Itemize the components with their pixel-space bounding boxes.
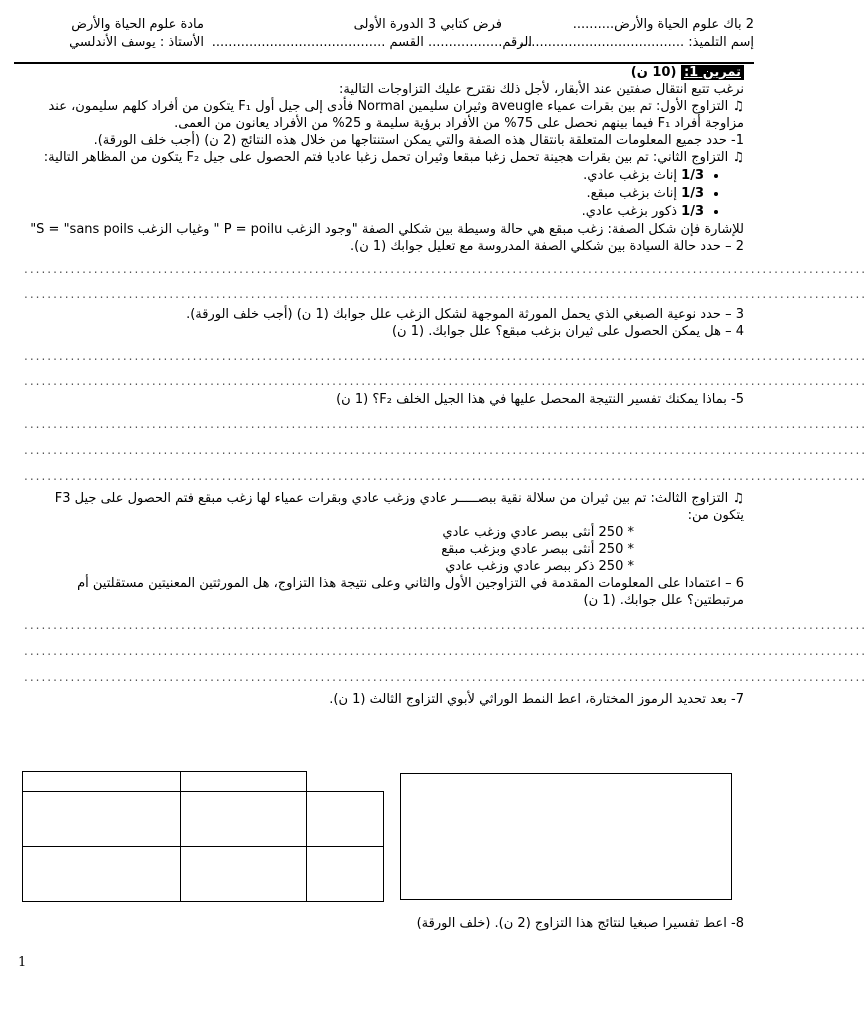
table-cell[interactable] — [23, 772, 181, 792]
header-center — [212, 16, 532, 52]
question-4: 4 – هل يمكن الحصول على ثيران بزغب مبقع؟ علل جوابك. (1 ن) — [391, 324, 744, 339]
header-right — [519, 16, 754, 52]
answer-line[interactable]: ................................................................................................................................................. — [24, 374, 867, 388]
question-7: 7- بعد تحديد الرموز المختارة، اعط النمط الوراثي لأبوي التزاوج الثالث (1 ن). — [329, 692, 744, 707]
intro-text: نرغب تتبع انتقال صفتين عند الأبقار، لأجل ذلك نقترح عليك التزاوجات التالية: — [339, 82, 744, 97]
cross2-text: ♫ التزاوج الثاني: تم بين بقرات هجينة تحمل زغبا مبقعا وثيران تحمل زغبا عاديا فتم الحصول على جيل F₂ يتكون من المظاهر التالية: — [43, 150, 744, 165]
answer-box[interactable] — [400, 773, 732, 900]
list-item: • 1/3 إناث بزغب مبقع. — [24, 185, 704, 202]
f2-results-list — [24, 167, 744, 220]
class-level: 2 باك علوم الحياة والأرض.......... — [572, 17, 754, 32]
exam-title: فرض كتابي 3 الدورة الأولى — [353, 17, 502, 32]
note-text: للإشارة فإن شكل الصفة: زغب مبقع هي حالة وسيطة بين شكلي الصفة "وجود الزغب P = poilu " وغياب الزغب S = "sans poils" — [30, 222, 744, 237]
genotype-table — [22, 771, 384, 902]
number-class-field: الرقم.................. القسم .......................................... — [211, 35, 532, 50]
table-cell[interactable] — [23, 792, 181, 847]
table-cell[interactable] — [181, 772, 307, 792]
answer-line[interactable]: ................................................................................................................................................. — [24, 349, 867, 363]
list-item: * 250 أنثى ببصر عادي وزغب عادي — [442, 525, 634, 540]
exercise-heading — [24, 64, 744, 81]
answer-line[interactable]: ................................................................................................................................................. — [24, 287, 867, 301]
answer-line[interactable]: ................................................................................................................................................. — [24, 618, 867, 632]
exam-body — [24, 64, 867, 708]
subject-name: مادة علوم الحياة والأرض — [71, 17, 204, 32]
question-8: 8- اعط تفسيرا صبغيا لنتائج هذا التزاوج (2 ن). (خلف الورقة) — [416, 916, 744, 931]
question-3: 3 – حدد نوعية الصبغي الذي يحمل المورثة الموجهة لشكل الزغب علل جوابك (1 ن) (أجب خلف الورقة). — [186, 307, 744, 322]
table-cell[interactable] — [307, 792, 384, 847]
cross1-text: ♫ التزاوج الأول: تم بين بقرات عمياء aveugle وثيران سليمين Normal فأدى إلى جيل أول F₁ يتكون من أفراد كلهم سليمون، عند مزاوجة أفراد F₁ فيما بينهم نحصل على 75% من الأفراد برؤية سليمة و 25% من الأفراد يعانون من العمى. — [48, 99, 744, 131]
teacher-name: الأستاذ : يوسف الأندلسي — [69, 35, 204, 50]
page-number: 1 — [18, 955, 27, 970]
question-2: 2 – حدد حالة السيادة بين شكلي الصفة المدروسة مع تعليل جوابك (1 ن). — [350, 239, 744, 254]
list-item: * 250 أنثى ببصر عادي وبزغب مبقع — [441, 542, 634, 557]
table-cell[interactable] — [181, 847, 307, 902]
answer-line[interactable]: ................................................................................................................................................. — [24, 469, 867, 483]
list-item: • 1/3 ذكور بزغب عادي. — [24, 203, 704, 220]
table-cell[interactable] — [23, 847, 181, 902]
table-cell[interactable] — [307, 847, 384, 902]
question-6: 6 – اعتمادا على المعلومات المقدمة في التزاوجين الأول والثاني وعلى نتيجة هذا التزاوج، هل المورثتين المعنيتين مستقلتين أم مرتبطتين؟ علل جوابك. (1 ن) — [77, 576, 744, 608]
cross3-text: ♫ التزاوج الثالث: تم بين ثيران من سلالة نقية ببصـــــر عادي وزغب عادي وبقرات عمياء لها زغب مبقع فتم الحصول على جيل F3 يتكون من: — [54, 491, 744, 523]
answer-line[interactable]: ................................................................................................................................................. — [24, 644, 867, 658]
list-item: * 250 ذكر ببصر عادي وزغب عادي — [445, 559, 634, 574]
exam-header — [14, 8, 754, 60]
student-name-field: إسم التلميذ: ........................................ — [518, 35, 754, 50]
question-5: 5- بماذا يمكنك تفسير النتيجة المحصل عليها في هذا الجيل الخلف F₂؟ (1 ن) — [336, 392, 744, 407]
question-1: 1- حدد جميع المعلومات المتعلقة بانتقال هذه الصفة والتي يمكن استنتاجها من خلال هذه النتائج (2 ن) (أجب خلف الورقة). — [93, 133, 744, 148]
answer-line[interactable]: ................................................................................................................................................. — [24, 670, 867, 684]
exercise-points: (10 ن) — [630, 65, 677, 80]
header-left — [14, 16, 204, 52]
table-cell[interactable] — [181, 792, 307, 847]
answer-line[interactable]: ................................................................................................................................................. — [24, 443, 867, 457]
answer-line[interactable]: ................................................................................................................................................. — [24, 417, 867, 431]
exercise-label: تمرين 1: — [681, 65, 744, 80]
list-item: • 1/3 إناث بزغب عادي. — [24, 167, 704, 184]
f3-results-list — [24, 524, 744, 575]
answer-line[interactable]: ................................................................................................................................................. — [24, 262, 867, 276]
